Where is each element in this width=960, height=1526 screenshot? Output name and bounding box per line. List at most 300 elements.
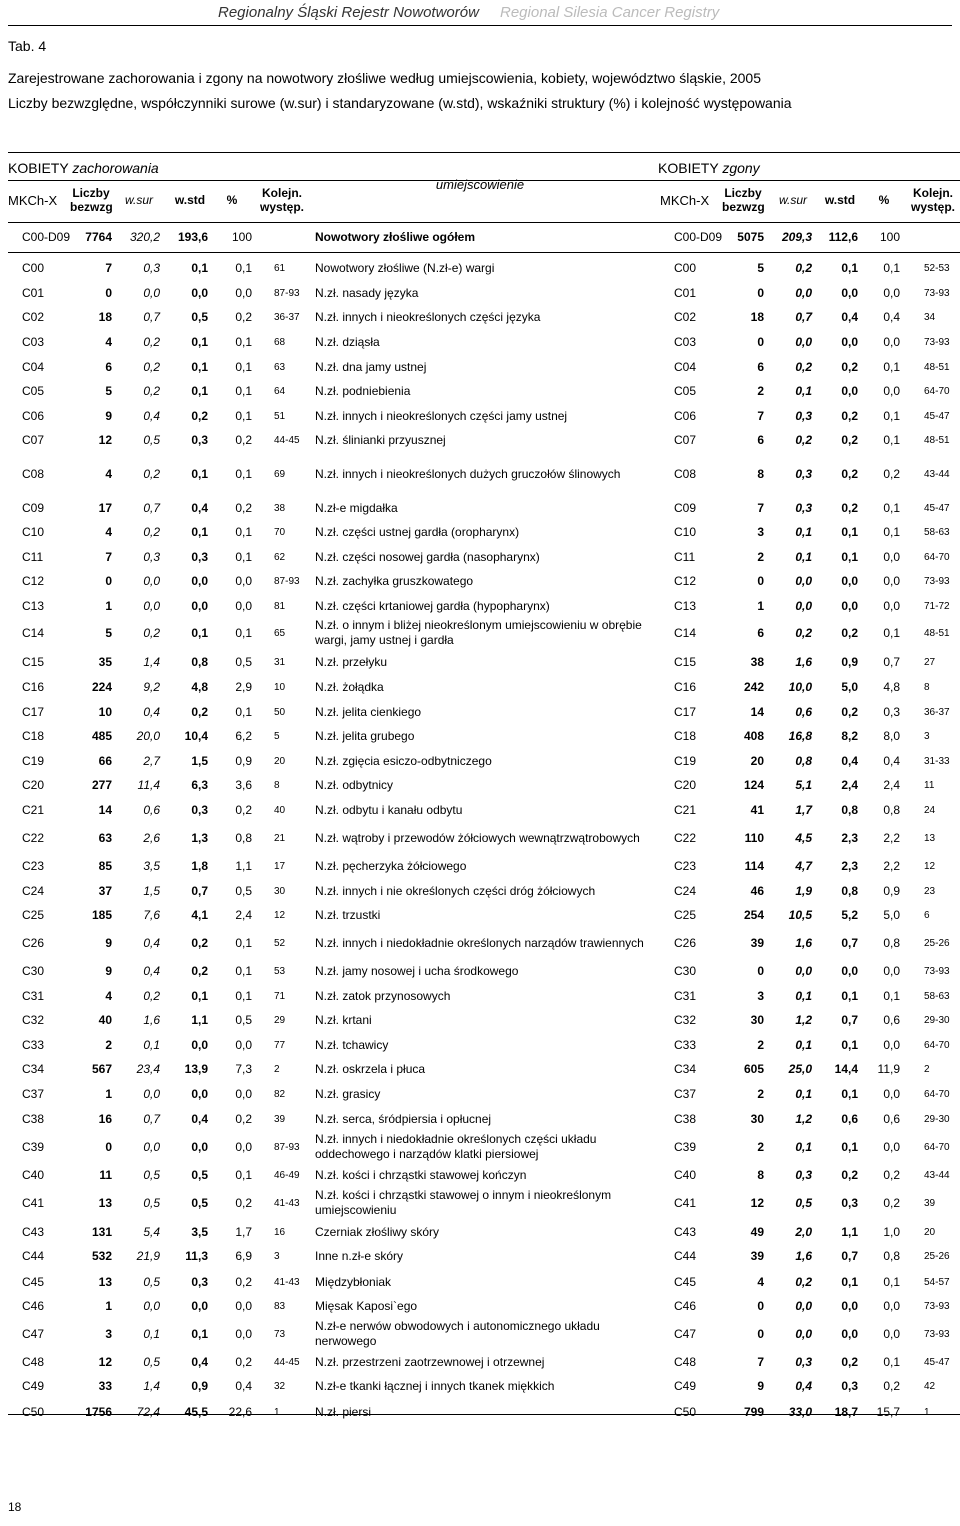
cell-percent-deaths: 0,2 bbox=[883, 1196, 900, 1210]
running-header bbox=[0, 0, 960, 26]
cell-std-rate-deaths: 0,1 bbox=[841, 1038, 858, 1052]
cell-rank-deaths: 48-51 bbox=[924, 627, 950, 639]
header-title-en: Regional Silesia Cancer Registry bbox=[500, 4, 720, 21]
cell-count: 40 bbox=[98, 1013, 112, 1027]
cell-count: 63 bbox=[98, 831, 112, 845]
cell-std-rate: 0,9 bbox=[191, 1379, 208, 1393]
cell-rank: 87-93 bbox=[274, 575, 300, 587]
cell-code-deaths: C00-D09 bbox=[674, 230, 723, 244]
cell-crude-rate-deaths: 0,2 bbox=[795, 1275, 812, 1289]
cell-std-rate-deaths: 0,7 bbox=[841, 936, 858, 950]
cell-percent-deaths: 0,1 bbox=[883, 360, 900, 374]
cell-rank: 29 bbox=[274, 1014, 286, 1026]
cell-count: 7764 bbox=[85, 230, 112, 244]
cell-count: 0 bbox=[105, 574, 112, 588]
cell-rank-deaths bbox=[924, 225, 960, 249]
cell-code-deaths: C32 bbox=[674, 1013, 697, 1027]
cell-crude-rate-deaths: 0,5 bbox=[795, 1196, 812, 1210]
cell-percent: 0,5 bbox=[235, 1013, 252, 1027]
cell-percent-deaths: 100 bbox=[879, 230, 900, 244]
cell-code-deaths: C48 bbox=[674, 1355, 697, 1369]
cell-count: 7 bbox=[105, 261, 112, 275]
cell-code-deaths: C50 bbox=[674, 1405, 697, 1419]
cell-count: 33 bbox=[98, 1379, 112, 1393]
cell-std-rate: 0,3 bbox=[191, 433, 208, 447]
cell-percent: 2,9 bbox=[235, 680, 252, 694]
cell-std-rate-deaths: 112,6 bbox=[828, 230, 858, 244]
cell-std-rate-deaths: 0,2 bbox=[841, 433, 858, 447]
cell-code-deaths: C18 bbox=[674, 729, 697, 743]
cell-rank-deaths: 45-47 bbox=[924, 1356, 950, 1368]
cell-count: 18 bbox=[98, 310, 112, 324]
cell-count: 9 bbox=[105, 409, 112, 423]
cell-code: C10 bbox=[22, 525, 45, 539]
cell-rank: 73 bbox=[274, 1328, 286, 1340]
cell-percent: 0,8 bbox=[235, 831, 252, 845]
cell-crude-rate: 0,7 bbox=[143, 501, 160, 515]
cell-site: N.zł. zachyłka gruszkowatego bbox=[315, 573, 474, 588]
cell-code-deaths: C37 bbox=[674, 1087, 697, 1101]
cell-crude-rate-deaths: 0,2 bbox=[795, 433, 812, 447]
cell-percent: 0,2 bbox=[235, 433, 252, 447]
cell-crude-rate: 0,5 bbox=[143, 1168, 160, 1182]
cell-crude-rate-deaths: 1,7 bbox=[795, 803, 812, 817]
cell-crude-rate-deaths: 0,0 bbox=[795, 1327, 812, 1341]
cell-percent-deaths: 0,1 bbox=[883, 1355, 900, 1369]
cell-crude-rate-deaths: 4,5 bbox=[795, 831, 812, 845]
cell-std-rate: 0,0 bbox=[191, 1038, 208, 1052]
cell-rank-deaths: 64-70 bbox=[924, 1088, 950, 1100]
cell-site: Inne n.zł-e skóry bbox=[315, 1248, 404, 1263]
cell-code-deaths: C14 bbox=[674, 626, 697, 640]
cell-rank-deaths: 45-47 bbox=[924, 410, 950, 422]
cell-std-rate: 0,1 bbox=[191, 1327, 208, 1341]
cell-code: C00-D09 bbox=[22, 230, 71, 244]
cell-percent: 0,0 bbox=[235, 1087, 252, 1101]
cell-std-rate-deaths: 2,3 bbox=[841, 831, 858, 845]
cell-count-deaths: 408 bbox=[743, 729, 764, 743]
cell-crude-rate-deaths: 0,2 bbox=[795, 261, 812, 275]
cell-crude-rate-deaths: 10,5 bbox=[788, 908, 812, 922]
cell-code-deaths: C05 bbox=[674, 384, 697, 398]
cell-count: 13 bbox=[98, 1196, 112, 1210]
cell-code: C50 bbox=[22, 1405, 45, 1419]
cell-percent-deaths: 0,1 bbox=[883, 626, 900, 640]
cell-code-deaths: C45 bbox=[674, 1275, 697, 1289]
cell-std-rate: 0,5 bbox=[191, 310, 208, 324]
cell-code: C41 bbox=[22, 1196, 45, 1210]
cell-count-deaths: 3 bbox=[757, 989, 764, 1003]
cell-crude-rate: 9,2 bbox=[143, 680, 160, 694]
cell-std-rate: 0,1 bbox=[191, 360, 208, 374]
cell-std-rate: 0,2 bbox=[191, 964, 208, 978]
col-header-pct-2: % bbox=[878, 193, 890, 207]
cell-rank: 46-49 bbox=[274, 1169, 300, 1181]
cell-code-deaths: C04 bbox=[674, 360, 697, 374]
cell-std-rate-deaths: 2,4 bbox=[841, 778, 858, 792]
cell-rank-deaths: 23 bbox=[924, 885, 936, 897]
cell-count-deaths: 0 bbox=[757, 335, 764, 349]
cell-code-deaths: C30 bbox=[674, 964, 697, 978]
cell-code-deaths: C15 bbox=[674, 655, 697, 669]
cell-percent-deaths: 4,8 bbox=[883, 680, 900, 694]
cell-site: N.zł. kości i chrząstki stawowej o innym i nieokreślonym umiejscowieniu bbox=[315, 1188, 612, 1217]
cell-std-rate-deaths: 0,2 bbox=[841, 360, 858, 374]
cell-code: C20 bbox=[22, 778, 45, 792]
cell-code: C09 bbox=[22, 501, 45, 515]
cell-rank: 30 bbox=[274, 885, 286, 897]
cell-rank: 8 bbox=[274, 779, 280, 791]
page-number: 18 bbox=[8, 1500, 22, 1514]
cell-crude-rate: 0,5 bbox=[143, 433, 160, 447]
cell-std-rate-deaths: 0,8 bbox=[841, 803, 858, 817]
cell-site: N.zł. tchawicy bbox=[315, 1037, 389, 1052]
cell-count: 131 bbox=[91, 1225, 112, 1239]
cell-crude-rate-deaths: 0,1 bbox=[795, 989, 812, 1003]
cell-crude-rate-deaths: 1,6 bbox=[795, 655, 812, 669]
cell-count-deaths: 49 bbox=[750, 1225, 764, 1239]
cell-std-rate-deaths: 0,0 bbox=[841, 286, 858, 300]
cell-crude-rate-deaths: 2,0 bbox=[795, 1225, 812, 1239]
cell-crude-rate-deaths: 0,2 bbox=[795, 360, 812, 374]
cell-count-deaths: 3 bbox=[757, 525, 764, 539]
cell-rank: 12 bbox=[274, 909, 286, 921]
cell-std-rate: 3,5 bbox=[191, 1225, 208, 1239]
cell-code-deaths: C33 bbox=[674, 1038, 697, 1052]
cell-crude-rate-deaths: 0,1 bbox=[795, 550, 812, 564]
cell-code-deaths: C11 bbox=[674, 550, 696, 564]
cell-count-deaths: 242 bbox=[743, 680, 764, 694]
cell-percent: 0,0 bbox=[235, 286, 252, 300]
cell-site: N.zł. zatok przynosowych bbox=[315, 988, 451, 1003]
cell-site: Nowotwory złośliwe ogółem bbox=[315, 229, 476, 244]
cell-percent-deaths: 11,9 bbox=[877, 1062, 900, 1076]
cell-code-deaths: C16 bbox=[674, 680, 697, 694]
cell-code-deaths: C01 bbox=[674, 286, 697, 300]
cell-count: 35 bbox=[98, 655, 112, 669]
cell-rank-deaths: 43-44 bbox=[924, 468, 950, 480]
cell-percent: 0,2 bbox=[235, 803, 252, 817]
cell-crude-rate-deaths: 0,1 bbox=[795, 384, 812, 398]
cell-rank: 65 bbox=[274, 627, 286, 639]
cell-percent-deaths: 0,3 bbox=[883, 705, 900, 719]
cell-count-deaths: 0 bbox=[757, 964, 764, 978]
cell-rank: 2 bbox=[274, 1063, 280, 1075]
cell-code: C49 bbox=[22, 1379, 45, 1393]
cell-std-rate-deaths: 0,2 bbox=[841, 467, 858, 481]
cell-rank: 3 bbox=[274, 1250, 280, 1262]
cell-percent: 0,5 bbox=[235, 655, 252, 669]
group-incidence-label: KOBIETY zachorowania bbox=[8, 160, 159, 176]
cell-crude-rate-deaths: 10,0 bbox=[788, 680, 812, 694]
cell-std-rate-deaths: 0,1 bbox=[841, 550, 858, 564]
cell-crude-rate-deaths: 0,0 bbox=[795, 335, 812, 349]
cell-code: C47 bbox=[22, 1327, 45, 1341]
cell-percent: 0,2 bbox=[235, 1196, 252, 1210]
cell-percent-deaths: 0,0 bbox=[883, 1087, 900, 1101]
cell-code: C45 bbox=[22, 1275, 45, 1289]
cell-crude-rate-deaths: 0,3 bbox=[795, 409, 812, 423]
cell-site: N.zł. części ustnej gardła (oropharynx) bbox=[315, 524, 520, 539]
cell-crude-rate: 2,6 bbox=[143, 831, 160, 845]
total-row-rule bbox=[8, 252, 960, 253]
cell-count-deaths: 2 bbox=[757, 550, 764, 564]
cell-crude-rate: 21,9 bbox=[136, 1249, 160, 1263]
cell-std-rate: 0,1 bbox=[191, 525, 208, 539]
cell-site: N.zł. innych i niedokładnie określonych narządów trawiennych bbox=[315, 935, 644, 950]
cell-rank: 69 bbox=[274, 468, 286, 480]
cell-crude-rate: 72,4 bbox=[136, 1405, 160, 1419]
cell-crude-rate-deaths: 0,2 bbox=[795, 626, 812, 640]
cell-crude-rate-deaths: 0,3 bbox=[795, 467, 812, 481]
cell-code-deaths: C22 bbox=[674, 831, 697, 845]
cell-rank-deaths: 64-70 bbox=[924, 1141, 950, 1153]
cell-rank-deaths: 13 bbox=[924, 832, 936, 844]
cell-std-rate-deaths: 0,2 bbox=[841, 1355, 858, 1369]
cell-site: N.zł. przełyku bbox=[315, 654, 388, 669]
cell-percent-deaths: 0,4 bbox=[883, 754, 900, 768]
cell-count-deaths: 2 bbox=[757, 1087, 764, 1101]
cell-site: N.zł. kości i chrząstki stawowej kończyn bbox=[315, 1167, 527, 1182]
cell-percent-deaths: 0,1 bbox=[883, 1275, 900, 1289]
cell-percent-deaths: 0,8 bbox=[883, 936, 900, 950]
cell-crude-rate-deaths: 1,6 bbox=[795, 1249, 812, 1263]
cell-rank-deaths: 64-70 bbox=[924, 385, 950, 397]
cell-rank: 81 bbox=[274, 600, 286, 612]
cell-count-deaths: 7 bbox=[757, 501, 764, 515]
cell-site: N.zł. innych i niedokładnie określonych części układu oddechowego i narządów klatki piersiowej bbox=[315, 1132, 597, 1161]
cell-percent-deaths: 0,1 bbox=[883, 989, 900, 1003]
cell-std-rate-deaths: 0,4 bbox=[841, 754, 858, 768]
cell-rank-deaths: 73-93 bbox=[924, 336, 950, 348]
cell-rank-deaths: 73-93 bbox=[924, 575, 950, 587]
cell-crude-rate: 0,0 bbox=[143, 574, 160, 588]
cell-code: C48 bbox=[22, 1355, 45, 1369]
cell-crude-rate: 20,0 bbox=[136, 729, 160, 743]
cell-code-deaths: C21 bbox=[674, 803, 697, 817]
cell-site: N.zł-e migdałka bbox=[315, 500, 398, 515]
cell-site: N.zł. wątroby i przewodów żółciowych wewnątrzwątrobowych bbox=[315, 830, 640, 845]
cell-site: N.zł. innych i nie określonych części dróg żółciowych bbox=[315, 883, 596, 898]
cell-percent: 0,2 bbox=[235, 1355, 252, 1369]
cell-rank bbox=[274, 225, 314, 249]
cell-count-deaths: 18 bbox=[750, 310, 764, 324]
cell-crude-rate: 0,3 bbox=[143, 550, 160, 564]
cell-site: N.zł. innych i nieokreślonych części jamy ustnej bbox=[315, 408, 568, 423]
cell-site: N.zł. jelita cienkiego bbox=[315, 704, 422, 719]
cell-count: 2 bbox=[105, 1038, 112, 1052]
cell-percent-deaths: 0,0 bbox=[883, 286, 900, 300]
cell-percent: 0,1 bbox=[235, 964, 252, 978]
cell-std-rate: 0,0 bbox=[191, 1140, 208, 1154]
cell-std-rate: 0,5 bbox=[191, 1168, 208, 1182]
cell-site: N.zł. odbytu i kanału odbytu bbox=[315, 802, 463, 817]
cell-percent: 0,0 bbox=[235, 1327, 252, 1341]
cell-count: 4 bbox=[105, 989, 112, 1003]
cell-std-rate: 0,2 bbox=[191, 409, 208, 423]
cell-crude-rate: 5,4 bbox=[143, 1225, 160, 1239]
cell-crude-rate-deaths: 0,1 bbox=[795, 1140, 812, 1154]
cell-percent: 0,0 bbox=[235, 1140, 252, 1154]
cell-code: C04 bbox=[22, 360, 45, 374]
cell-percent-deaths: 2,2 bbox=[883, 831, 900, 845]
cell-code: C07 bbox=[22, 433, 45, 447]
cell-std-rate-deaths: 0,1 bbox=[841, 989, 858, 1003]
cell-code: C30 bbox=[22, 964, 45, 978]
cell-std-rate: 0,1 bbox=[191, 335, 208, 349]
cell-site: N.zł-e tkanki łącznej i innych tkanek miękkich bbox=[315, 1378, 555, 1393]
cell-std-rate: 193,6 bbox=[177, 230, 208, 244]
cell-rank: 38 bbox=[274, 502, 286, 514]
cell-code-deaths: C19 bbox=[674, 754, 697, 768]
cell-crude-rate-deaths: 0,7 bbox=[795, 310, 812, 324]
cell-code: C37 bbox=[22, 1087, 45, 1101]
cell-std-rate-deaths: 18,7 bbox=[834, 1405, 858, 1419]
cell-code: C25 bbox=[22, 908, 45, 922]
cell-std-rate-deaths: 0,0 bbox=[841, 1299, 858, 1313]
cell-rank: 39 bbox=[274, 1113, 286, 1125]
cell-rank-deaths: 11 bbox=[924, 779, 935, 791]
cell-percent-deaths: 0,9 bbox=[883, 884, 900, 898]
cell-std-rate-deaths: 1,1 bbox=[841, 1225, 858, 1239]
cell-std-rate-deaths: 0,1 bbox=[841, 1087, 858, 1101]
cell-std-rate: 0,0 bbox=[191, 599, 208, 613]
cell-rank: 62 bbox=[274, 551, 286, 563]
header-rule bbox=[8, 25, 952, 26]
cell-crude-rate-deaths: 1,2 bbox=[795, 1013, 812, 1027]
cell-code: C40 bbox=[22, 1168, 45, 1182]
cell-std-rate: 45,5 bbox=[184, 1405, 208, 1419]
cell-rank-deaths: 34 bbox=[924, 311, 936, 323]
cell-count-deaths: 4 bbox=[757, 1275, 764, 1289]
cell-count: 7 bbox=[105, 550, 112, 564]
cell-crude-rate: 7,6 bbox=[143, 908, 160, 922]
cell-crude-rate: 0,0 bbox=[143, 1087, 160, 1101]
cell-code-deaths: C00 bbox=[674, 261, 697, 275]
cell-code-deaths: C47 bbox=[674, 1327, 697, 1341]
cell-percent-deaths: 0,0 bbox=[883, 550, 900, 564]
table-title: Zarejestrowane zachorowania i zgony na nowotwory złośliwe według umiejscowienia, kobiety, województwo śląskie, 2005 bbox=[8, 70, 762, 86]
cell-crude-rate-deaths: 0,1 bbox=[795, 1038, 812, 1052]
cell-code: C44 bbox=[22, 1249, 45, 1263]
cell-percent: 0,1 bbox=[235, 989, 252, 1003]
cell-code: C16 bbox=[22, 680, 45, 694]
cell-rank: 41-43 bbox=[274, 1197, 300, 1209]
cell-count-deaths: 5075 bbox=[737, 230, 764, 244]
cell-rank-deaths: 43-44 bbox=[924, 1169, 950, 1181]
cell-crude-rate: 1,4 bbox=[143, 655, 160, 669]
cell-count-deaths: 0 bbox=[757, 1299, 764, 1313]
cell-rank-deaths: 54-57 bbox=[924, 1276, 950, 1288]
cell-rank-deaths: 25-26 bbox=[924, 937, 950, 949]
cell-percent: 1,7 bbox=[235, 1225, 252, 1239]
cell-percent-deaths: 0,1 bbox=[883, 525, 900, 539]
cell-rank: 77 bbox=[274, 1039, 286, 1051]
cell-rank: 82 bbox=[274, 1088, 286, 1100]
cell-crude-rate: 0,4 bbox=[143, 705, 160, 719]
cell-count: 0 bbox=[105, 286, 112, 300]
cell-site: N.zł. grasicy bbox=[315, 1086, 381, 1101]
cell-percent-deaths: 0,0 bbox=[883, 384, 900, 398]
cell-count: 4 bbox=[105, 525, 112, 539]
cell-std-rate: 0,1 bbox=[191, 467, 208, 481]
cell-count-deaths: 2 bbox=[757, 1038, 764, 1052]
cell-site: N.zł. o innym i bliżej nieokreślonym umiejscowieniu w obrębie wargi, jamy ustnej i gardła bbox=[315, 618, 642, 647]
cell-code: C34 bbox=[22, 1062, 45, 1076]
cell-site: Mięsak Kaposi`ego bbox=[315, 1298, 418, 1313]
cell-std-rate: 0,7 bbox=[191, 884, 208, 898]
cell-std-rate: 1,3 bbox=[191, 831, 208, 845]
cell-percent-deaths: 0,1 bbox=[883, 409, 900, 423]
cell-rank: 63 bbox=[274, 361, 286, 373]
cell-count: 1 bbox=[105, 1299, 112, 1313]
cell-percent-deaths: 0,2 bbox=[883, 1379, 900, 1393]
cell-percent-deaths: 0,0 bbox=[883, 1038, 900, 1052]
cell-rank-deaths: 27 bbox=[924, 656, 936, 668]
cell-percent-deaths: 2,4 bbox=[883, 778, 900, 792]
cell-count-deaths: 6 bbox=[757, 433, 764, 447]
cell-site: Nowotwory złośliwe (N.zł-e) wargi bbox=[315, 260, 495, 275]
cell-code: C18 bbox=[22, 729, 45, 743]
table-label: Tab. 4 bbox=[8, 38, 47, 54]
cell-percent: 0,1 bbox=[235, 467, 252, 481]
cell-count-deaths: 110 bbox=[744, 831, 764, 845]
cell-rank-deaths: 12 bbox=[924, 860, 936, 872]
cell-count: 11 bbox=[99, 1168, 112, 1182]
cell-code-deaths: C43 bbox=[674, 1225, 697, 1239]
cell-code-deaths: C46 bbox=[674, 1299, 697, 1313]
cell-crude-rate: 0,5 bbox=[143, 1355, 160, 1369]
cell-percent-deaths: 0,2 bbox=[883, 1168, 900, 1182]
cell-rank: 31 bbox=[274, 656, 286, 668]
cell-code: C21 bbox=[22, 803, 45, 817]
cell-rank: 20 bbox=[274, 755, 286, 767]
cell-site: N.zł. dna jamy ustnej bbox=[315, 359, 427, 374]
cell-count: 13 bbox=[98, 1275, 112, 1289]
cell-std-rate: 13,9 bbox=[184, 1062, 208, 1076]
cell-rank-deaths: 45-47 bbox=[924, 502, 950, 514]
cell-count-deaths: 6 bbox=[757, 360, 764, 374]
cell-count: 485 bbox=[91, 729, 112, 743]
cell-std-rate: 0,1 bbox=[191, 626, 208, 640]
cell-percent-deaths: 0,0 bbox=[883, 599, 900, 613]
cell-count: 17 bbox=[98, 501, 112, 515]
cell-std-rate-deaths: 0,0 bbox=[841, 964, 858, 978]
cell-code: C33 bbox=[22, 1038, 45, 1052]
cell-rank-deaths: 31-33 bbox=[924, 755, 950, 767]
cell-rank-deaths: 25-26 bbox=[924, 1250, 950, 1262]
cell-crude-rate-deaths: 0,1 bbox=[795, 1087, 812, 1101]
cell-percent: 0,1 bbox=[235, 409, 252, 423]
cell-std-rate-deaths: 0,9 bbox=[841, 655, 858, 669]
cell-std-rate: 0,8 bbox=[191, 655, 208, 669]
cell-code: C22 bbox=[22, 831, 45, 845]
cell-std-rate: 0,2 bbox=[191, 705, 208, 719]
cell-site: N.zł. dziąsła bbox=[315, 334, 380, 349]
cell-std-rate-deaths: 5,0 bbox=[841, 680, 858, 694]
cell-site: N.zł. przestrzeni zaotrzewnowej i otrzewnej bbox=[315, 1354, 545, 1369]
cell-crude-rate-deaths: 1,6 bbox=[795, 936, 812, 950]
table-subtitle: Liczby bezwzględne, współczynniki surowe (w.sur) i standaryzowane (w.std), wskaźniki struktury (%) i kolejność występowania bbox=[8, 95, 792, 111]
cell-code-deaths: C09 bbox=[674, 501, 697, 515]
cell-crude-rate: 0,5 bbox=[143, 1275, 160, 1289]
cell-code: C14 bbox=[22, 626, 45, 640]
cell-std-rate-deaths: 0,3 bbox=[841, 1196, 858, 1210]
cell-rank: 44-45 bbox=[274, 1356, 300, 1368]
cell-site: N.zł. żołądka bbox=[315, 679, 384, 694]
cell-rank: 53 bbox=[274, 965, 286, 977]
cell-rank-deaths: 73-93 bbox=[924, 1300, 950, 1312]
